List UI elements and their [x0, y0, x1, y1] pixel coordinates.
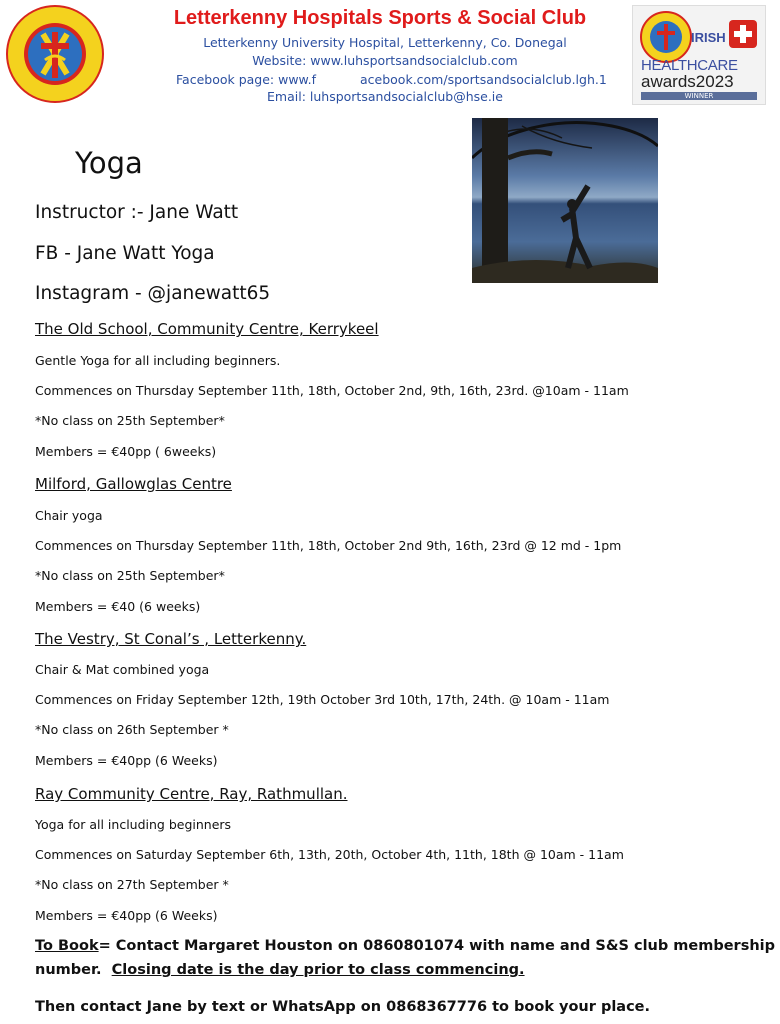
lake-tree-yoga-image [472, 118, 658, 283]
club-website[interactable]: Website: www.luhsportsandsocialclub.com [252, 53, 518, 68]
venue-2-price: Members = €40 (6 weeks) [35, 599, 201, 614]
instructor-name: Instructor :- Jane Watt [35, 202, 239, 223]
jane-contact: Then contact Jane by text or WhatsApp on 0868367776 to book your place. [35, 999, 651, 1015]
closing-date-note: Closing date is the day prior to class commencing. [111, 962, 525, 978]
venue-1-price: Members = €40pp ( 6weeks) [35, 444, 217, 459]
venue-3-name: The Vestry, St Conal’s , Letterkenny. [35, 630, 307, 648]
venue-2-dates: Commences on Thursday September 11th, 18th, October 2nd 9th, 16th, 23rd @ 12 md - 1pm [35, 538, 622, 553]
booking-contact: = Contact Margaret Houston on 0860801074 with name and S&S club membership [98, 938, 776, 954]
award-year: awards2023 [641, 72, 734, 91]
award-badge [632, 5, 766, 105]
booking-number-text: number. [35, 962, 112, 978]
club-crest-icon [5, 4, 105, 104]
club-title: Letterkenny Hospitals Sports & Social Club [173, 7, 587, 29]
venue-3-dates: Commences on Friday September 12th, 19th October 3rd 10th, 17th, 24th. @ 10am - 11am [35, 692, 610, 707]
club-email[interactable]: Email: luhsportsandsocialclub@hse.ie [267, 89, 503, 104]
venue-3-noclass: *No class on 26th September * [35, 722, 229, 737]
award-irish: IRISH [691, 30, 726, 45]
healthcare-cross-icon [725, 16, 761, 52]
venue-4-price: Members = €40pp (6 Weeks) [35, 908, 218, 923]
venue-1-desc: Gentle Yoga for all including beginners. [35, 353, 281, 368]
venue-2-name: Milford, Gallowglas Centre [35, 475, 232, 493]
venue-3-desc: Chair & Mat combined yoga [35, 662, 210, 677]
venue-1-dates: Commences on Thursday September 11th, 18th, October 2nd, 9th, 16th, 23rd. @10am - 11am [35, 383, 629, 398]
venue-4-noclass: *No class on 27th September * [35, 877, 229, 892]
instructor-photo [472, 118, 658, 283]
award-crest-icon [639, 10, 693, 64]
facebook-handle: FB - Jane Watt Yoga [35, 243, 215, 264]
facebook-link-part2[interactable]: acebook.com/sportsandsocialclub.lgh.1 [360, 72, 607, 87]
award-winner: WINNER [641, 92, 757, 100]
instagram-handle[interactable]: Instagram - @janewatt65 [35, 283, 271, 304]
venue-1-noclass: *No class on 25th September* [35, 413, 225, 428]
venue-4-desc: Yoga for all including beginners [35, 817, 232, 832]
class-title: Yoga [75, 146, 143, 180]
booking-line-1 [35, 938, 775, 954]
venue-2-desc: Chair yoga [35, 508, 103, 523]
facebook-link-part1[interactable]: Facebook page: www.f [176, 72, 317, 87]
venue-1-name: The Old School, Community Centre, Kerrykeel [35, 320, 379, 338]
venue-4-name: Ray Community Centre, Ray, Rathmullan. [35, 785, 348, 803]
booking-label: To Book [35, 938, 99, 954]
award-healthcare: HEALTHCARE [641, 57, 738, 74]
venue-2-noclass: *No class on 25th September* [35, 568, 225, 583]
club-logo [5, 4, 105, 104]
booking-line-2 [35, 962, 525, 978]
club-address: Letterkenny University Hospital, Letterkenny, Co. Donegal [203, 35, 567, 50]
venue-4-dates: Commences on Saturday September 6th, 13th, 20th, October 4th, 11th, 18th @ 10am - 11am [35, 847, 624, 862]
venue-3-price: Members = €40pp (6 Weeks) [35, 753, 218, 768]
